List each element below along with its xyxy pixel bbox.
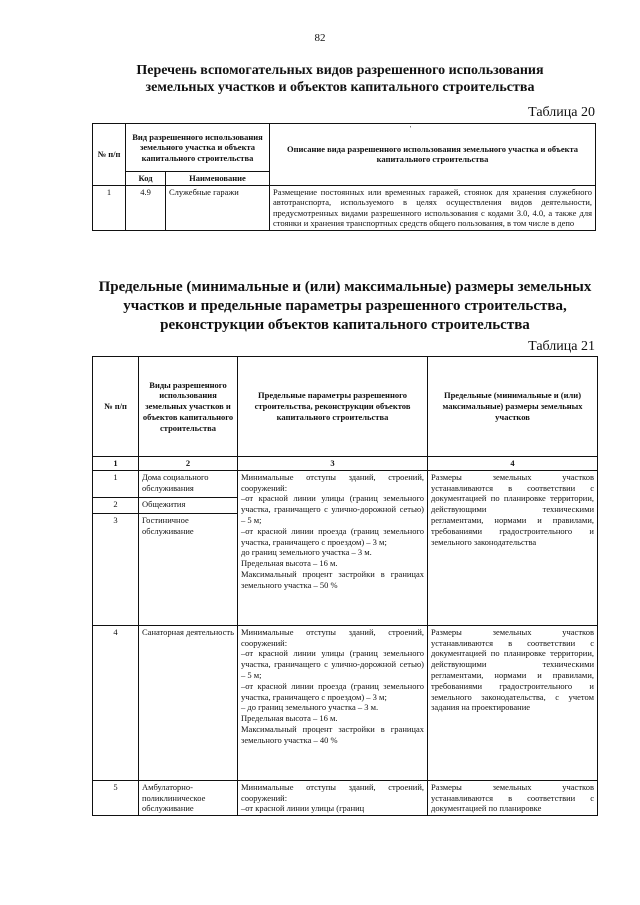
param-line: Минимальные отступы зданий, строений, сооружений: bbox=[241, 471, 424, 493]
row-params bbox=[238, 780, 428, 815]
table-21 bbox=[92, 356, 598, 816]
col-number: 1 bbox=[93, 457, 139, 471]
row-name: Санаторная деятельность bbox=[139, 625, 238, 780]
row-params bbox=[238, 625, 428, 780]
header-description: Описание вида разрешенного использования земельного участка и объекта капитального строительства bbox=[270, 124, 596, 186]
param-line: –от красной линии проезда (границ земельного участка, граничащего с проездом) – 3 м; bbox=[241, 525, 424, 547]
row-name: Дома социального обслуживания bbox=[139, 470, 238, 497]
param-line: –от красной линии проезда (границ земельного участка, граничащего с проездом) – 3 м; bbox=[241, 680, 424, 702]
section1-title: Перечень вспомогательных видов разрешенного использования земельных участков и объектов капитального строительства bbox=[136, 63, 544, 95]
param-line: –от красной линии улицы (границ земельного участка, граничащего с улично-дорожной сетью) – 5 м; bbox=[241, 648, 424, 680]
header-num: № п/п bbox=[93, 357, 139, 457]
header-name: Наименование bbox=[166, 172, 270, 186]
row-num: 5 bbox=[93, 780, 139, 815]
col-number: 2 bbox=[139, 457, 238, 471]
param-line: Максимальный процент застройки в границах земельного участка – 50 % bbox=[241, 568, 424, 590]
param-line: –от красной линии улицы (границ bbox=[241, 803, 365, 814]
row-sizes: Размеры земельных участков устанавливаются в соответствии с документацией по планировке территории, действующими техническими регламентами, нормами и правилами, требованиями градостроительного и земельного законодательства bbox=[428, 470, 598, 625]
param-line: Предельная высота – 16 м. bbox=[241, 558, 338, 569]
row-name: Гостиничное обслуживание bbox=[139, 513, 238, 625]
param-line: Предельная высота – 16 м. bbox=[241, 713, 338, 724]
row-num: 3 bbox=[93, 513, 139, 625]
header-num: № п/п bbox=[93, 124, 126, 186]
row-sizes: Размеры земельных участков устанавливаются в соответствии с документацией по планировке территории, действующими техническими регламентами, нормами и правилами, требованиями градостроительного и земельного законодательства, с учетом задания на проектирование bbox=[428, 625, 598, 780]
header-code: Код bbox=[126, 172, 166, 186]
row-num: 4 bbox=[93, 625, 139, 780]
header-sizes: Предельные (минимальные и (или) максимальные) размеры земельных участков bbox=[428, 357, 598, 457]
table-row bbox=[93, 625, 598, 780]
header-params: Предельные параметры разрешенного строительства, реконструкции объектов капитального строительства bbox=[238, 357, 428, 457]
table21-label: Таблица 21 bbox=[528, 339, 595, 354]
page-number: 82 bbox=[314, 32, 326, 44]
row-params bbox=[238, 470, 428, 625]
header-kind: Вид разрешенного использования земельного участка и объекта капитального строительства bbox=[126, 124, 270, 172]
table-row bbox=[93, 470, 598, 497]
header-kinds: Виды разрешенного использования земельных участков и объектов капитального строительства bbox=[139, 357, 238, 457]
row-name: Служебные гаражи bbox=[166, 185, 270, 230]
col-number: 3 bbox=[238, 457, 428, 471]
row-sizes: Размеры земельных участков устанавливаются в соответствии с документацией по планировке bbox=[428, 780, 598, 815]
param-line: – до границ земельного участка – 3 м. bbox=[241, 702, 379, 713]
param-line: Максимальный процент застройки в границах земельного участка – 40 % bbox=[241, 723, 424, 745]
row-name: Общежития bbox=[139, 497, 238, 513]
section2-title: Предельные (минимальные и (или) максимальные) размеры земельных участков и предельные параметры разрешенного строительства, реконструкции объектов капитального строительства bbox=[98, 279, 592, 333]
tick-mark: ' bbox=[410, 125, 412, 133]
row-name: Амбулаторно-поликлиническое обслуживание bbox=[139, 780, 238, 815]
row-num: 1 bbox=[93, 185, 126, 230]
param-line: Минимальные отступы зданий, строений, сооружений: bbox=[241, 781, 424, 803]
row-num: 2 bbox=[93, 497, 139, 513]
table20-label: Таблица 20 bbox=[528, 105, 595, 120]
param-line: до границ земельного участка – 3 м. bbox=[241, 547, 372, 558]
row-code: 4.9 bbox=[126, 185, 166, 230]
row-num: 1 bbox=[93, 470, 139, 497]
param-line: Минимальные отступы зданий, строений, сооружений: bbox=[241, 626, 424, 648]
table-row bbox=[93, 185, 596, 230]
col-number: 4 bbox=[428, 457, 598, 471]
row-description: Размещение постоянных или временных гаражей, стоянок для хранения служебного автотранспорта, используемого в целях осуществления видов деятельности, предусмотренных видами разрешенного использования с кодами 3.0, 4.0, а также для стоянки и хранения транспортных средств общего пользования, в том числе в депо bbox=[270, 185, 596, 230]
table-row bbox=[93, 780, 598, 815]
param-line: –от красной линии улицы (границ земельного участка, граничащего с улично-дорожной сетью) – 5 м; bbox=[241, 493, 424, 525]
table-20 bbox=[92, 123, 596, 231]
